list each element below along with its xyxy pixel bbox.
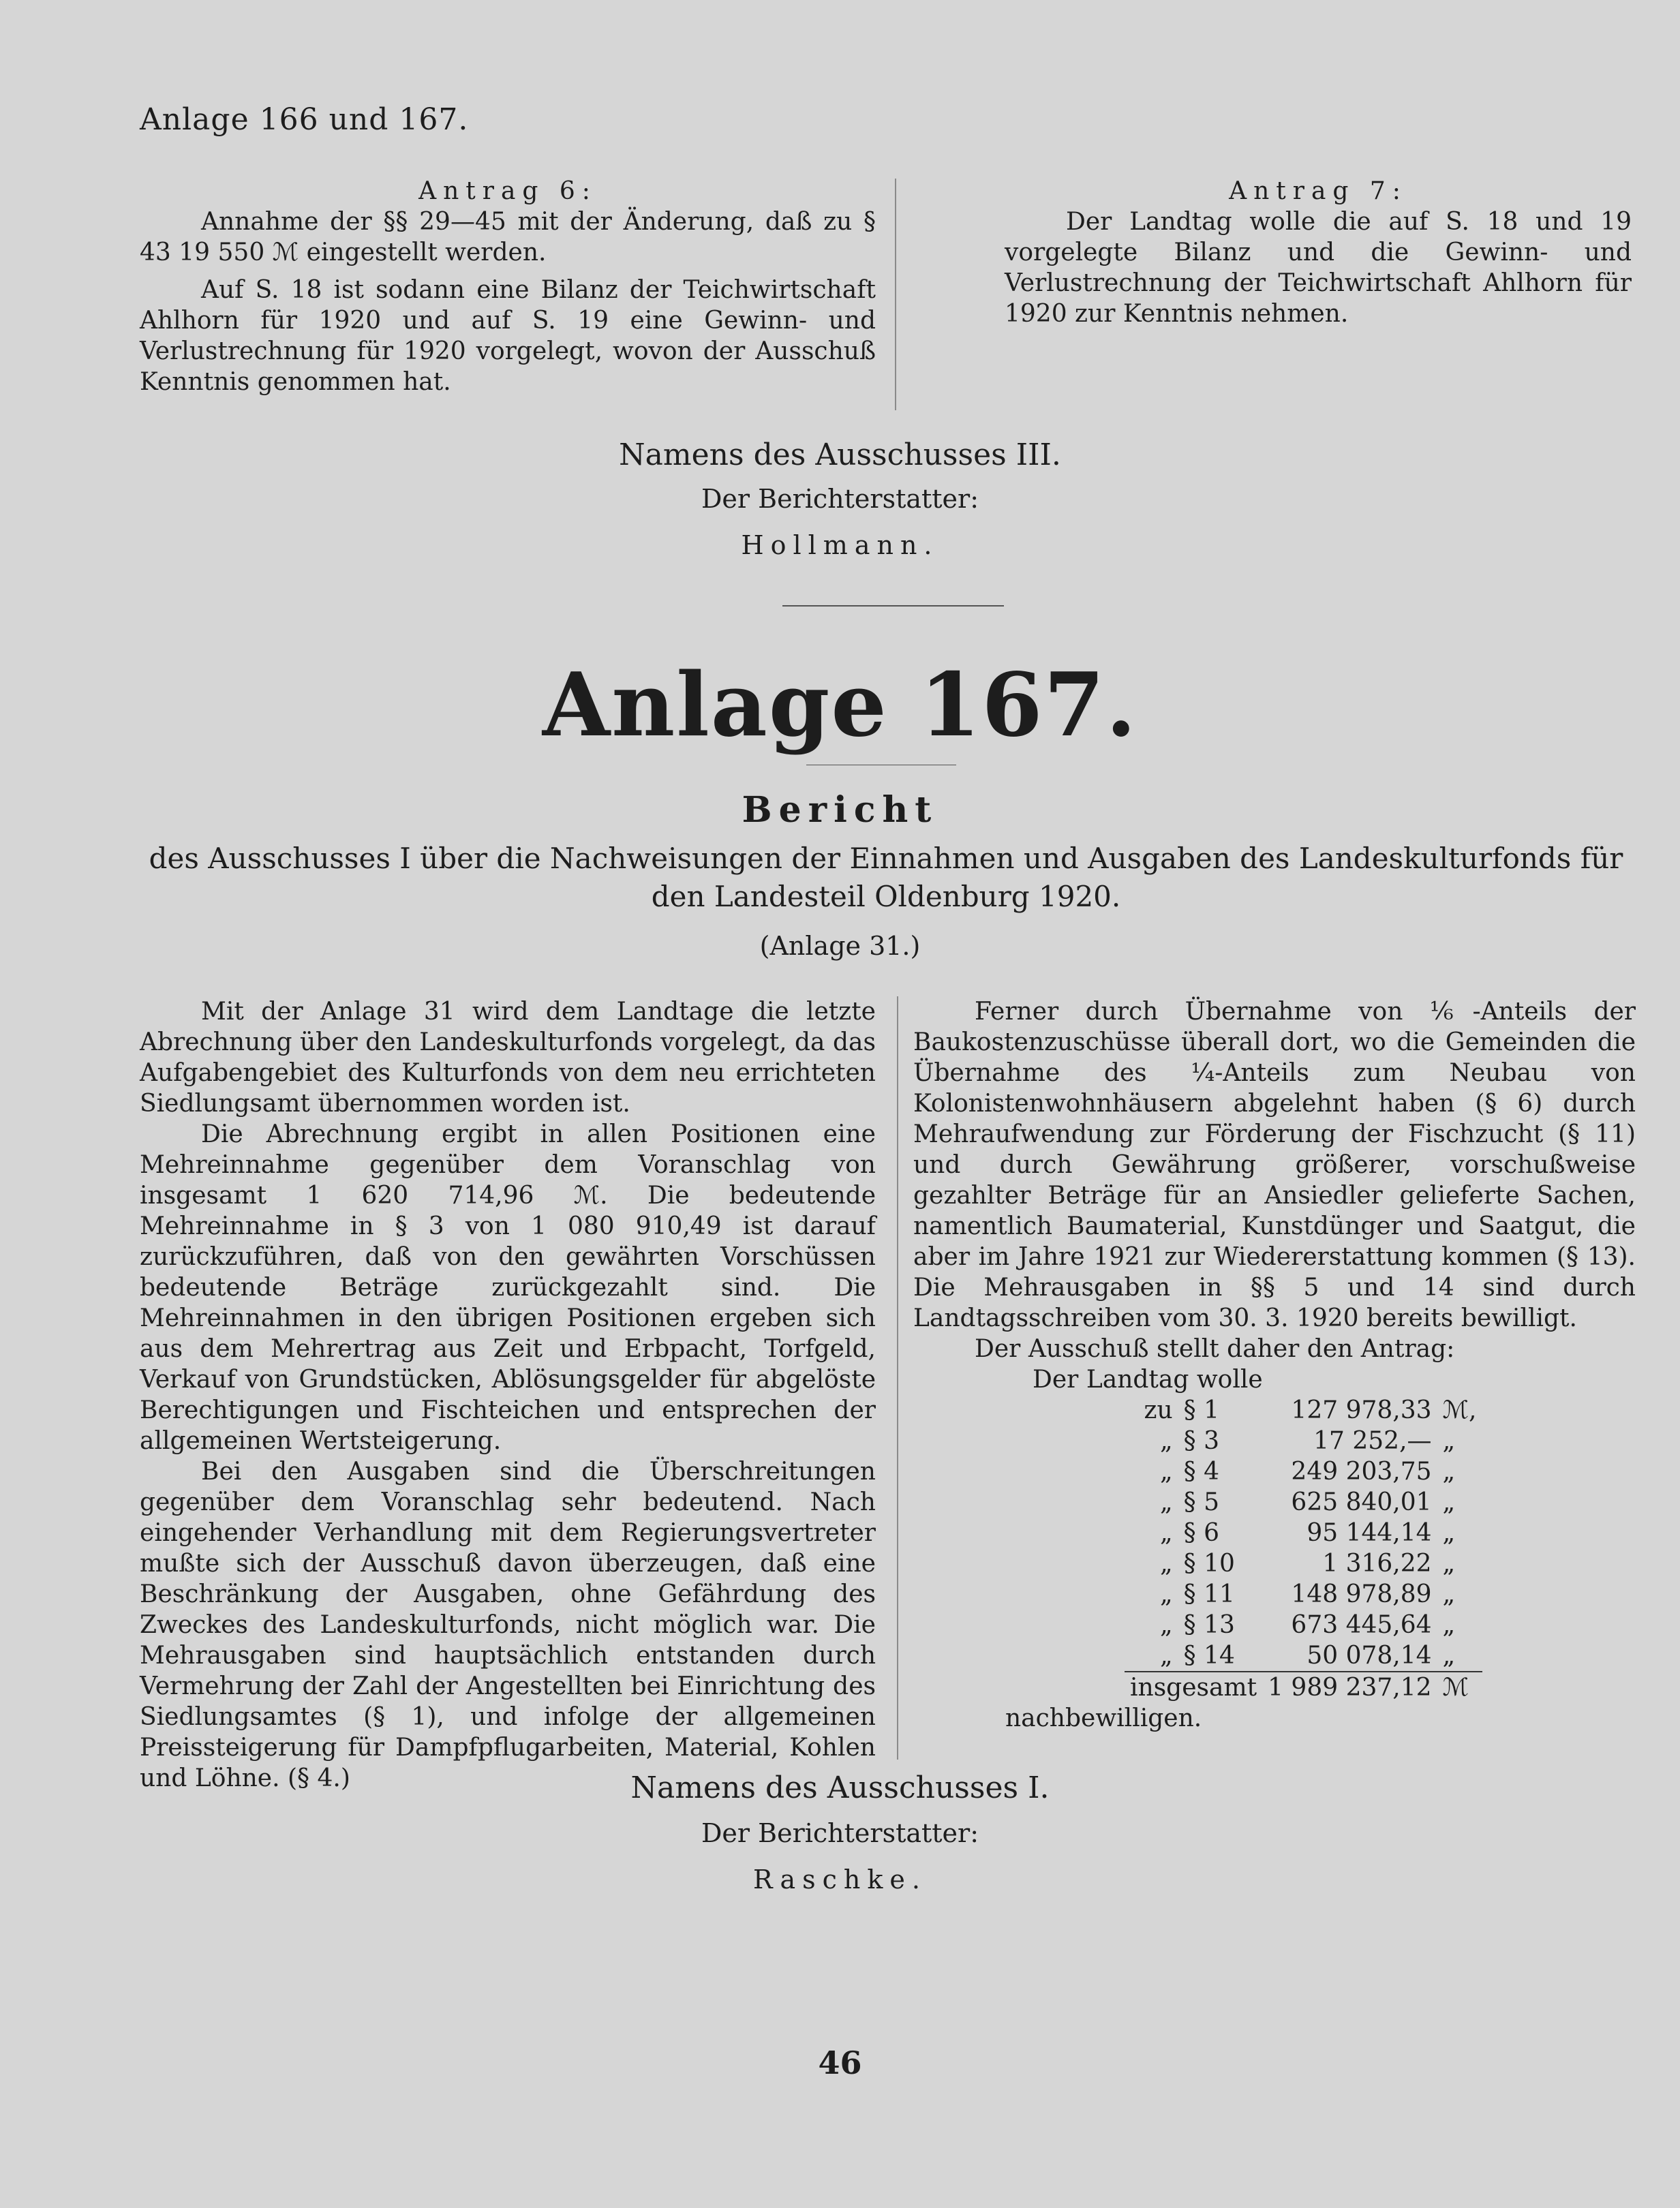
antrag-7-heading: Antrag 7: bbox=[1229, 177, 1407, 205]
amount-section: § 6 bbox=[1183, 1519, 1219, 1547]
signature-2-role: Der Berichterstatter: bbox=[701, 1818, 979, 1848]
amount-value: 1 316,22 bbox=[1322, 1550, 1432, 1578]
signature-1-committee: Namens des Ausschusses III. bbox=[619, 438, 1061, 472]
amount-unit: „ bbox=[1442, 1458, 1456, 1486]
signature-2-name: Raschke. bbox=[753, 1865, 927, 1895]
amount-prefix: „ bbox=[1159, 1519, 1173, 1547]
amount-section: § 1 bbox=[1183, 1396, 1219, 1424]
amount-row bbox=[1125, 1579, 1482, 1610]
anlage-167-title: Anlage 167. bbox=[542, 654, 1138, 756]
amount-unit: „ bbox=[1442, 1550, 1456, 1578]
amount-section: § 4 bbox=[1183, 1458, 1219, 1486]
amount-unit: „ bbox=[1442, 1642, 1456, 1670]
closing-text: nachbewilligen. bbox=[1005, 1704, 1202, 1732]
total-amount: 1 989 237,12 bbox=[1268, 1674, 1432, 1702]
amount-row bbox=[1125, 1610, 1482, 1640]
amount-section: § 5 bbox=[1183, 1488, 1219, 1516]
amount-unit: „ bbox=[1442, 1580, 1456, 1608]
amount-row bbox=[1125, 1487, 1482, 1518]
amount-section: § 10 bbox=[1183, 1550, 1235, 1578]
antrag-6-heading: Antrag 6: bbox=[418, 177, 597, 205]
amount-unit: „ bbox=[1442, 1427, 1456, 1455]
bericht-left-column bbox=[140, 996, 876, 1794]
body-column-divider bbox=[897, 996, 898, 1760]
amount-value: 249 203,75 bbox=[1291, 1458, 1432, 1486]
amount-prefix: „ bbox=[1159, 1611, 1173, 1639]
left-paragraph-3: Bei den Ausgaben sind die Überschreitungen gegenüber dem Voranschlag sehr bedeutend. Nach eingehender Verhandlung mit dem Regierungsvertreter mußte sich der Ausschuß davon überzeugen, daß eine Beschränkung der Ausgaben, ohne Gefährdung des Zweckes des Landeskulturfonds, nicht möglich war. Die Mehrausgaben sind hauptsächlich entstanden durch Vermehrung der Zahl der Angestellten bei Einrichtung des Siedlungsamtes (§ 1), und infolge der allgemeinen Preissteigerung für Dampfpflugarbeiten, Material, Kohlen und Löhne. (§ 4.) bbox=[140, 1458, 876, 1792]
amount-section: § 14 bbox=[1183, 1642, 1235, 1670]
bericht-reference: (Anlage 31.) bbox=[759, 931, 921, 961]
amount-prefix: „ bbox=[1159, 1580, 1173, 1608]
amount-unit: „ bbox=[1442, 1519, 1456, 1547]
amount-unit: ℳ, bbox=[1442, 1396, 1477, 1424]
amount-value: 625 840,01 bbox=[1291, 1488, 1432, 1516]
amounts-table bbox=[1125, 1395, 1482, 1703]
amount-row bbox=[1125, 1548, 1482, 1579]
amount-prefix: „ bbox=[1159, 1427, 1173, 1455]
signature-2-committee: Namens des Ausschusses I. bbox=[630, 1770, 1050, 1805]
amount-unit: „ bbox=[1442, 1611, 1456, 1639]
amount-value: 95 144,14 bbox=[1307, 1519, 1432, 1547]
top-column-divider bbox=[895, 179, 896, 410]
amount-section: § 3 bbox=[1183, 1427, 1219, 1455]
amount-prefix: „ bbox=[1159, 1642, 1173, 1670]
bericht-heading: Bericht bbox=[742, 789, 938, 831]
amount-row bbox=[1125, 1395, 1482, 1426]
amount-unit: „ bbox=[1442, 1488, 1456, 1516]
antrag-6-block bbox=[140, 176, 876, 397]
amount-section: § 13 bbox=[1183, 1611, 1235, 1639]
antrag-intro: Der Ausschuß stellt daher den Antrag: bbox=[975, 1335, 1455, 1363]
total-unit: ℳ bbox=[1442, 1674, 1469, 1702]
amount-value: 50 078,14 bbox=[1307, 1642, 1432, 1670]
amount-value: 673 445,64 bbox=[1291, 1611, 1432, 1639]
amount-row bbox=[1125, 1518, 1482, 1548]
left-paragraph-2: Die Abrechnung ergibt in allen Positionen eine Mehreinnahme gegenüber dem Voranschlag von insgesamt 1 620 714,96 ℳ. Die bedeutende Mehreinnahme in § 3 von 1 080 910,49 ist darauf zurückzuführen, daß von den gewährten Vorschüssen bedeutende Beträge zurückgezahlt sind. Die Mehreinnahmen in den übrigen Positionen ergeben sich aus dem Mehrertrag aus Zeit und Erbpacht, Torfgeld, Verkauf von Grundstücken, Ablösungsgelder für abgelöste Berechtigungen und Fischteichen und entsprechen der allgemeinen Wertsteigerung. bbox=[140, 1120, 876, 1455]
amount-prefix: „ bbox=[1159, 1458, 1173, 1486]
amount-row bbox=[1125, 1456, 1482, 1487]
right-paragraph: Ferner durch Übernahme von ⅙-Anteils der Baukostenzuschüsse überall dort, wo die Gemeinden die Übernahme des ¼-Anteils zum Neubau von Kolonistenwohnhäusern abgelehnt haben (§ 6) durch Mehraufwendung zur Förderung der Fischzucht (§ 11) und durch Gewährung größerer, vorschußweise gezahlter Beträge für an Ansiedler gelieferte Sachen, namentlich Baumaterial, Kunstdünger und Saatgut, die aber im Jahre 1921 zur Wiedererstattung kommen (§ 13). Die Mehrausgaben in §§ 5 und 14 sind durch Landtagsschreiben vom 30. 3. 1920 bereits bewilligt. bbox=[913, 998, 1636, 1332]
amount-prefix: „ bbox=[1159, 1550, 1173, 1578]
amount-section: § 11 bbox=[1183, 1580, 1235, 1608]
amount-row bbox=[1125, 1640, 1482, 1672]
bericht-right-column bbox=[913, 996, 1636, 1734]
bericht-subtitle: des Ausschusses I über die Nachweisungen der Einnahmen und Ausgaben des Landeskulturfonds für den Landesteil Oldenburg 1920. bbox=[149, 842, 1623, 913]
bilanz-note: Auf S. 18 ist sodann eine Bilanz der Teichwirtschaft Ahlhorn für 1920 und auf S. 19 eine Gewinn- und Verlustrechnung für 1920 vorgelegt, wovon der Ausschuß Kenntnis genommen hat. bbox=[140, 276, 876, 396]
page-number: 46 bbox=[818, 2044, 862, 2081]
amount-prefix: „ bbox=[1159, 1488, 1173, 1516]
antrag-7-block bbox=[1005, 176, 1632, 329]
amount-row bbox=[1125, 1426, 1482, 1456]
antrag-6-text: Annahme der §§ 29—45 mit der Änderung, daß zu § 43 19 550 ℳ eingestellt werden. bbox=[140, 208, 876, 266]
left-paragraph-1: Mit der Anlage 31 wird dem Landtage die letzte Abrechnung über den Landeskulturfonds vorgelegt, da das Aufgabengebiet des Kulturfonds von dem neu errichteten Siedlungsamt übernommen worden ist. bbox=[140, 998, 876, 1118]
amount-value: 127 978,33 bbox=[1291, 1396, 1432, 1424]
section-divider bbox=[782, 605, 1004, 607]
antrag-7-text: Der Landtag wolle die auf S. 18 und 19 vorgelegte Bilanz und die Gewinn- und Verlustrechnung der Teichwirtschaft Ahlhorn für 1920 zur Kenntnis nehmen. bbox=[1005, 208, 1632, 328]
landtag-wolle: Der Landtag wolle bbox=[1033, 1366, 1263, 1394]
amount-value: 148 978,89 bbox=[1291, 1580, 1432, 1608]
signature-1-name: Hollmann. bbox=[741, 530, 939, 560]
amount-value: 17 252,— bbox=[1313, 1427, 1432, 1455]
total-label: insgesamt bbox=[1130, 1674, 1257, 1702]
running-header: Anlage 166 und 167. bbox=[140, 102, 469, 137]
amount-prefix: zu bbox=[1144, 1396, 1173, 1424]
total-row bbox=[1125, 1672, 1482, 1703]
signature-1-role: Der Berichterstatter: bbox=[701, 484, 979, 514]
